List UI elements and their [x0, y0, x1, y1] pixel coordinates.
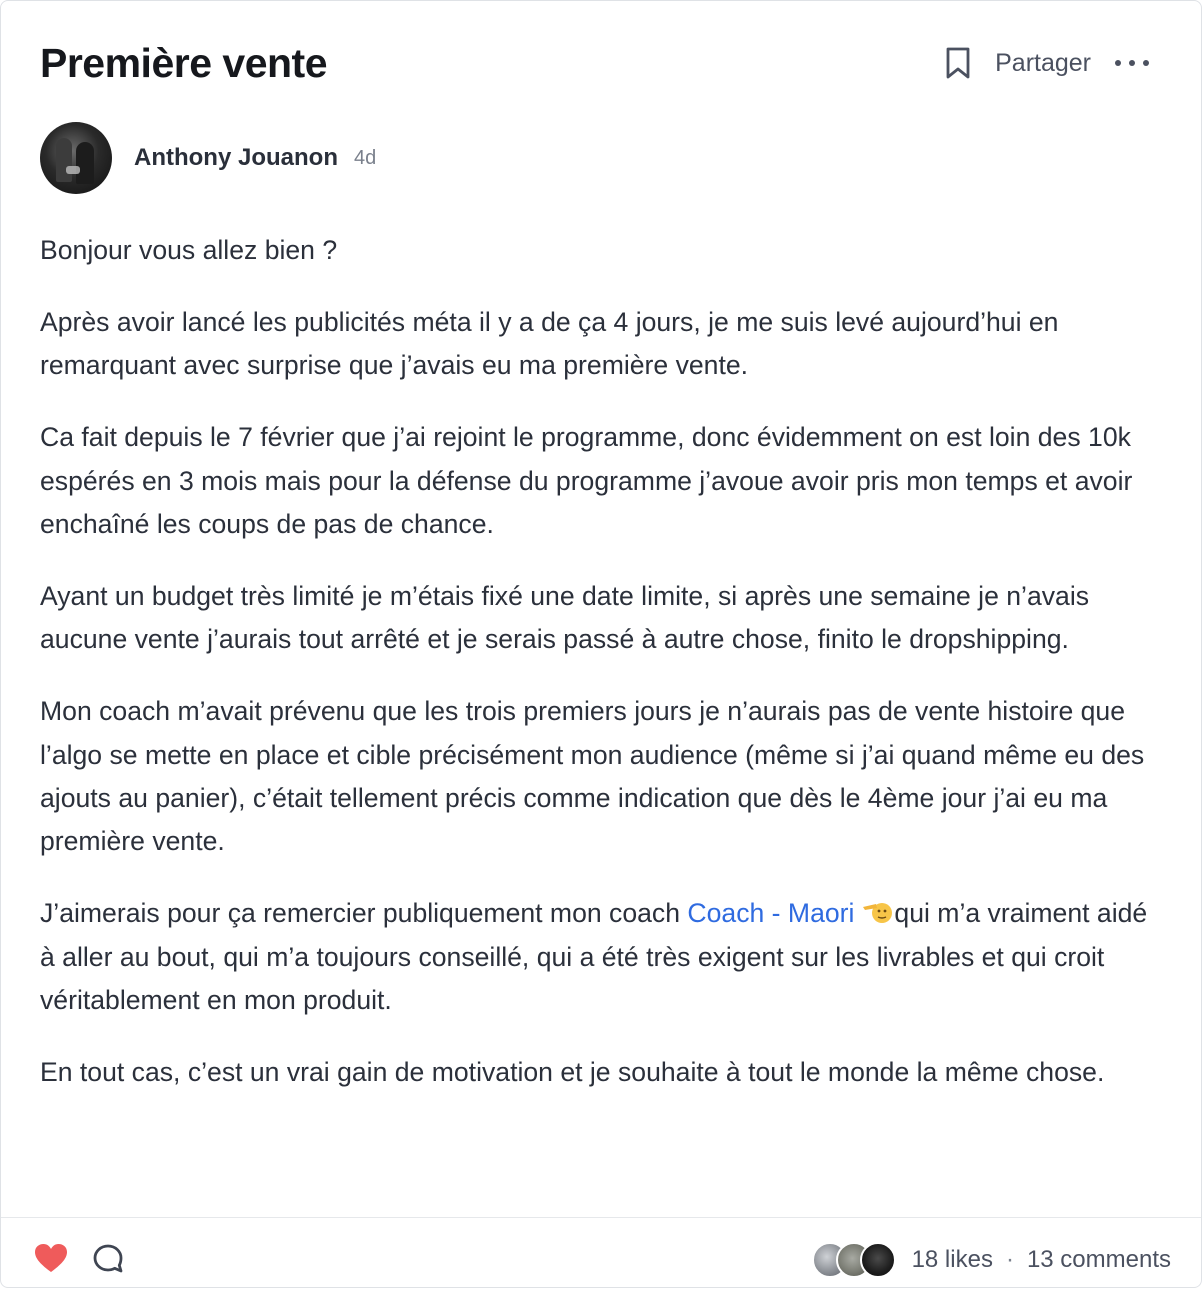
post-actions	[943, 45, 1149, 81]
post-footer	[1, 1217, 1201, 1290]
more-dot	[1115, 60, 1121, 66]
separator: ·	[1005, 1246, 1014, 1273]
paragraph: Mon coach m’avait prévenu que les trois premiers jours je n’aurais pas de vente histoire que l’algo se mette en place et cible précisément mon audience (même si j’ai quand même eu des ajouts au panier), c’était tellement précis comme indication que dès le 4ème jour j’ai eu ma première vente.	[40, 696, 1145, 857]
share-button[interactable]: Partager	[995, 48, 1091, 77]
paragraph: Bonjour vous allez bien ?	[40, 235, 338, 265]
more-icon[interactable]	[1115, 53, 1149, 73]
paragraph: Ayant un budget très limité je m’étais fixé une date limite, si après une semaine je n’avais aucune vente j’aurais tout arrêté et je serais passé à autre chose, finito le dropshipping.	[40, 580, 1090, 655]
liker-avatars[interactable]	[812, 1242, 896, 1278]
post-body	[40, 229, 1165, 1123]
paragraph-text: J’aimerais pour ça remercier publiquement mon coach	[40, 898, 688, 929]
post-title: Première vente	[40, 39, 328, 86]
avatar[interactable]	[40, 122, 112, 194]
engagement-stats	[812, 1240, 1171, 1280]
heart-icon[interactable]	[34, 1243, 68, 1273]
paragraph: En tout cas, c’est un vrai gain de motivation et je souhaite à tout le monde la même chose.	[40, 1057, 1105, 1088]
post-time: 4d	[353, 146, 377, 169]
saluting-face-emoji-icon	[862, 896, 894, 924]
more-dot	[1129, 60, 1135, 66]
author-name[interactable]: Anthony Jouanon	[134, 144, 338, 171]
comments-count[interactable]: 13 comments	[1026, 1246, 1171, 1273]
likes-count[interactable]: 18 likes	[911, 1246, 993, 1273]
more-dot	[1143, 60, 1149, 66]
comment-icon[interactable]	[92, 1243, 124, 1275]
post-header	[40, 37, 1149, 89]
paragraph-text: qui m’a vraiment aidé à aller au bout, qui m’a toujours conseillé, qui a été très exigent sur les livrables et qui croit véritablement en mon produit.	[40, 898, 1148, 1016]
bookmark-icon[interactable]	[943, 45, 973, 81]
paragraph-thanks	[40, 892, 1165, 1022]
paragraph: Après avoir lancé les publicités méta il y a de ça 4 jours, je me suis levé aujourd’hui en remarquant avec surprise que j’avais eu ma première vente.	[40, 306, 1059, 381]
coach-mention-link[interactable]: Coach - Maori	[687, 898, 855, 929]
paragraph: Ca fait depuis le 7 février que j’ai rejoint le programme, donc évidemment on est loin des 10k espérés en 3 mois mais pour la défense du programme j’avoue avoir pris mon temps et avoir enchaîné les coups de pas de chance.	[40, 422, 1133, 540]
author-row	[40, 122, 376, 194]
liker-avatar	[860, 1242, 896, 1278]
